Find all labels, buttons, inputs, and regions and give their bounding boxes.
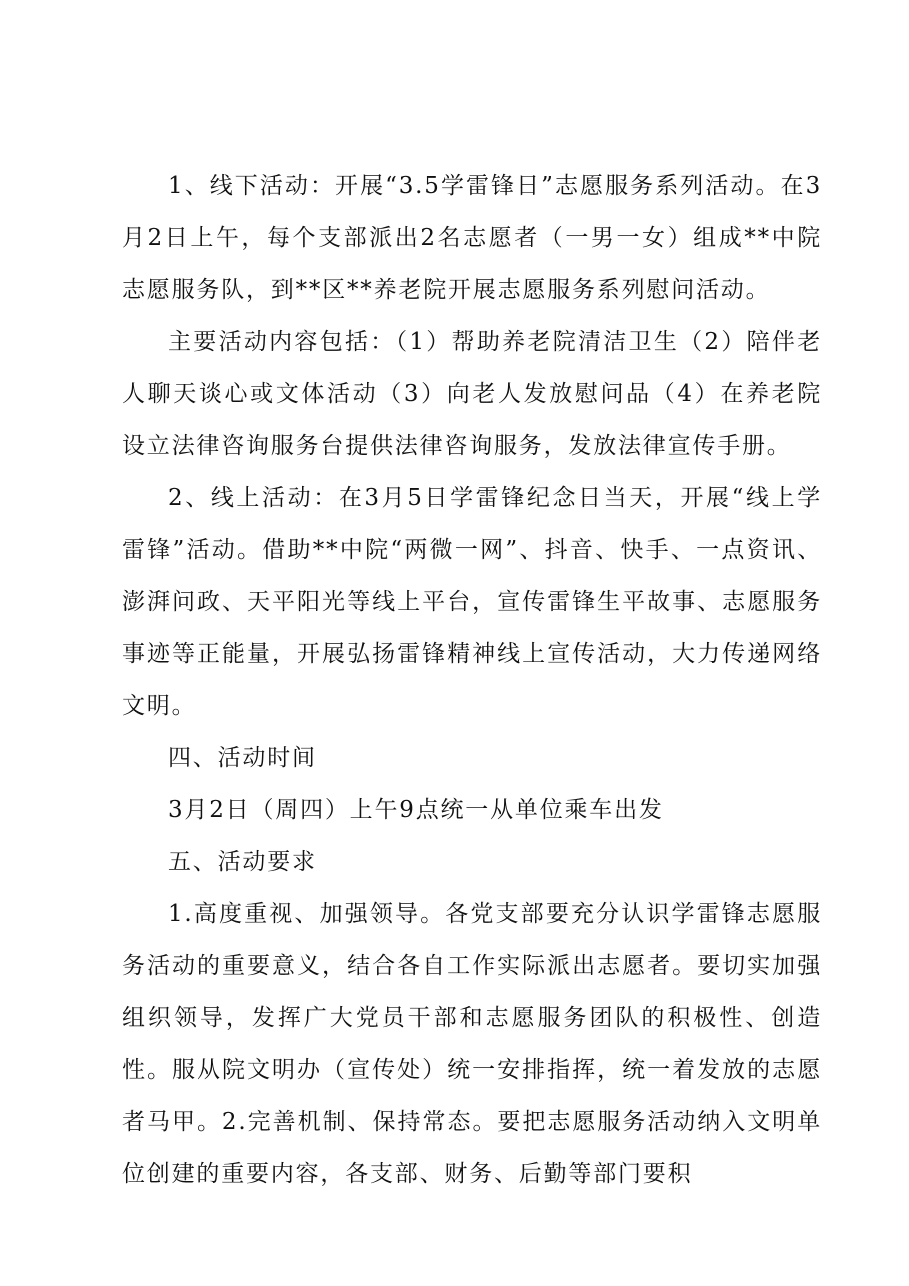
document-body — [122, 160, 822, 1200]
section-heading-activity-time: 四、活动时间 — [168, 745, 317, 771]
paragraph-main-content: 主要活动内容包括：（1）帮助养老院清洁卫生（2）陪伴老人聊天谈心或文体活动（3）向老人发放慰问品（4）在养老院设立法律咨询服务台提供法律咨询服务，发放法律宣传手册。 — [122, 329, 822, 459]
paragraph-online-activity: 2、线上活动：在3月5日学雷锋纪念日当天，开展“线上学雷锋”活动。借助**中院“两微一网”、抖音、快手、一点资讯、澎湃问政、天平阳光等线上平台，宣传雷锋生平故事、志愿服务事迹等正能量，开展弘扬雷锋精神线上宣传活动，大力传递网络文明。 — [122, 485, 822, 719]
section-heading-activity-requirements: 五、活动要求 — [168, 849, 317, 875]
paragraph-requirements: 1.高度重视、加强领导。各党支部要充分认识学雷锋志愿服务活动的重要意义，结合各自工作实际派出志愿者。要切实加强组织领导，发挥广大党员干部和志愿服务团队的积极性、创造性。服从院文明办（宣传处）统一安排指挥，统一着发放的志愿者马甲。2.完善机制、保持常态。要把志愿服务活动纳入文明单位创建的重要内容，各支部、财务、后勤等部门要积 — [122, 901, 822, 1187]
paragraph-activity-time: 3月2日（周四）上午9点统一从单位乘车出发 — [168, 797, 664, 823]
paragraph-offline-activity: 1、线下活动：开展“3.5学雷锋日”志愿服务系列活动。在3月2日上午，每个支部派出2名志愿者（一男一女）组成**中院志愿服务队，到**区**养老院开展志愿服务系列慰问活动。 — [122, 173, 822, 303]
